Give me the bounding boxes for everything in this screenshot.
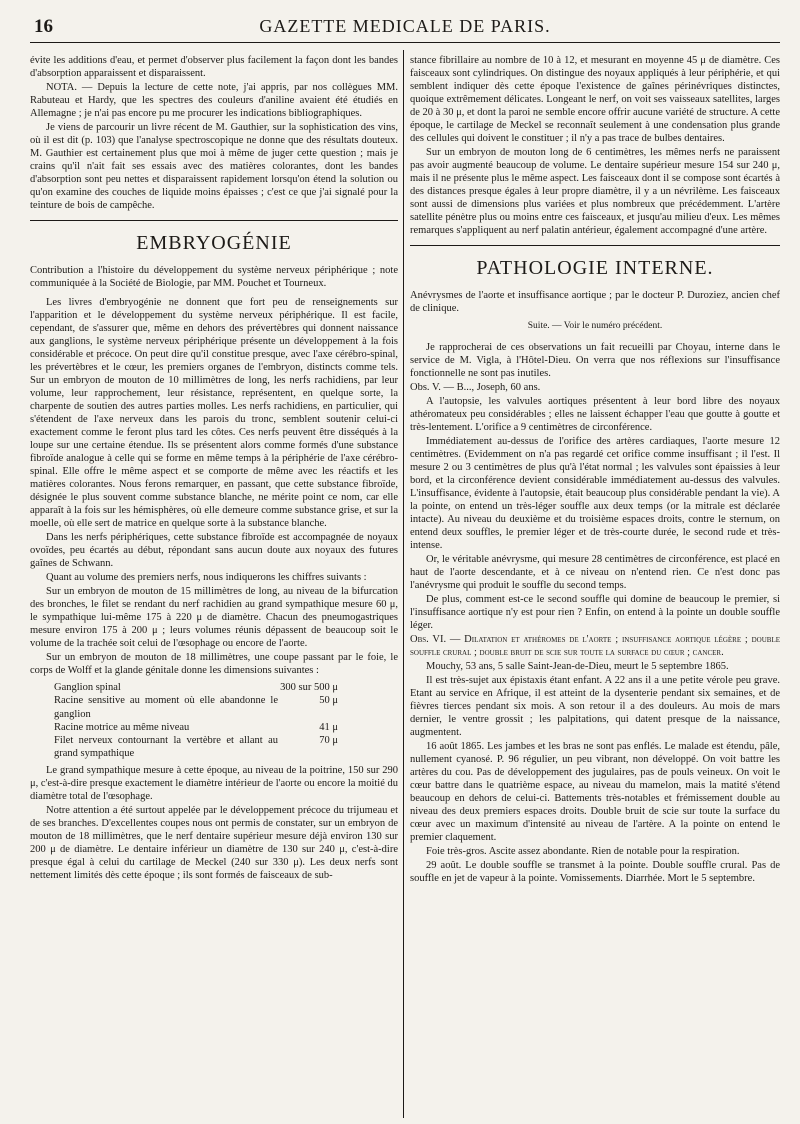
paragraph: Il est très-sujet aux épistaxis étant enfant. A 22 ans il a une petite vérole peu grave. Etant au service en Afrique, il est atteint de la dysenterie pendant six semaines, et de fièvres tierces pendant six mois. A son retour il a des douleurs. Au mois de mars dernier, le ventre grossit ; les palpitations, qui datent presque de la naissance, augmentent. xyxy=(410,675,780,739)
page-header xyxy=(30,14,780,43)
section-title-embryogenie: EMBRYOGÉNIE xyxy=(136,232,292,255)
dimension-value: 41 μ xyxy=(319,721,338,733)
paragraph: Je viens de parcourir un livre récent de M. Gauthier, sur la sophistication des vins, où il est dit (p. 103) que l'analyse spectroscopique ne donne que des résultats douteux. M. Gauthier est certainement plus que moi à même de juger cette question ; mais je crains qu'il n'ait fait ses essais avec des matières colorantes, dont les bandes d'absorption sont peu nettes et disparaissent rapidement lorsqu'on étend la solution ou qu'on examine des couches de liquide moins épaisses ; c'est ce que j'ai signalé pour la teinture de bois de campêche. xyxy=(30,122,398,212)
article-heading: Contribution a l'histoire du développement du système nerveux périphérique ; note communiquée à la Société de Biologie, par MM. Pouchet et Tourneux. xyxy=(30,264,398,289)
note-paragraph: NOTA. — Depuis la lecture de cette note, j'ai appris, par nos collègues MM. Rabuteau et Hardy, que les spectres des couleurs d'aniline avaient été étudiés en Allemagne ; je n'ai pas encore pu me procurer les indications bibliographiques. xyxy=(30,82,398,120)
dimension-row xyxy=(30,734,398,760)
dimension-value: 50 μ xyxy=(319,695,338,707)
dimension-row xyxy=(30,721,398,734)
dimension-label: Ganglion spinal xyxy=(54,682,121,694)
article-heading: Anévrysmes de l'aorte et insuffisance aortique ; par le docteur P. Duroziez, ancien chef de clinique. xyxy=(410,290,780,315)
dimensions-table xyxy=(30,681,398,759)
section-rule xyxy=(410,245,780,246)
dimension-value: 70 μ xyxy=(319,734,338,746)
paragraph: De plus, comment est-ce le second souffle qui domine de beaucoup le premier, si l'insuffisance aortique n'y est pour rien ? Enfin, on entend à la pointe un double souffle léger. xyxy=(410,594,780,632)
dimension-label: Racine motrice au même niveau xyxy=(54,721,190,733)
dimension-row xyxy=(30,694,398,720)
column-divider xyxy=(403,50,404,1118)
section-rule xyxy=(30,220,398,221)
section-title-pathologie: PATHOLOGIE INTERNE. xyxy=(476,257,714,280)
paragraph: Je rapprocherai de ces observations un fait recueilli par Choyau, interne dans le service de M. Vigla, à l'Hôtel-Dieu. On verra que nos réflexions sur l'insuffisance fonctionnelle ne sont pas inutiles. xyxy=(410,341,780,379)
observation-heading: Obs. VI. — Dilatation et athéromes de l'aorte ; insuffisance aortique légère ; double souffle crural ; double bruit de scie sur toute la surface du cœur ; cancer. xyxy=(410,634,780,659)
paragraph: 16 août 1865. Les jambes et les bras ne sont pas enflés. Le malade est étendu, pâle, nullement cyanosé. P. 96 régulier, un peu vibrant, non développé. On voit battre les artères du cou. Pas de développement des jugulaires, pas de pouls veineux. On voit le cœur battre dans le quatrième espace, au niveau du mamelon, mais la matité s'étend beaucoup en dehors de celui-ci. Battements très-notables et frémissement double au niveau des deux premiers espaces droits. Double bruit de scie sur toute la surface du cœur avec un maximum d'intensité au niveau de l'artère. A la pointe on entend le premier claquement. xyxy=(410,741,780,844)
paragraph: Mouchy, 53 ans, 5 salle Saint-Jean-de-Dieu, meurt le 5 septembre 1865. xyxy=(426,661,729,673)
dimension-label: Filet nerveux contournant la vertèbre et allant au grand sympathique xyxy=(54,734,278,759)
dimension-value: 300 sur 500 μ xyxy=(280,682,338,694)
paragraph: Sur un embryon de mouton de 15 millimètres de long, au niveau de la bifurcation des bronches, le filet se rendant du nerf rachidien au grand sympathique mesure 60 μ, le sympathique lui-même 175 à 220 μ de diamètre. Chacun des pneumogastriques mesure environ 175 à 200 μ ; leurs volumes réunis dépassent de beaucoup soit le volume de la trachée soit celui de l'œsophage ou encore de l'aorte. xyxy=(30,586,398,650)
dimension-label: Racine sensitive au moment où elle abandonne le ganglion xyxy=(54,695,278,720)
paragraph: Immédiatement au-dessus de l'orifice des artères cardiaques, l'aorte mesure 12 centimètres. (Evidemment on n'a pas regardé cet orifice comme insuffisant ; il l'est. Il mesure 2 ou 3 centimètres de plus qu'à l'état normal ; les valvules sont épaissies à leur bord, et la circonférence devient considérable immédiatement au-dessus des valvules. L'insuffisance, évidente à l'autopsie, était beaucoup plus considérable pendant la vie). A la pointe, on entend un très-léger souffle aux deux temps (or la mitrale est déclarée intacte). Au niveau du deuxième et du troisième espaces droits, contre le sternum, on entend deux souffles, le premier léger et de très-courte durée, le second rude et très-intense. xyxy=(410,435,780,552)
dimension-row xyxy=(30,681,398,694)
paragraph: Or, le véritable anévrysme, qui mesure 28 centimètres de circonférence, est placé en haut de l'aorte descendante, et à ce niveau on n'entend rien. Ce n'est donc pas l'anévrysme qui produit le souffle du second temps. xyxy=(410,554,780,592)
paragraph: Les livres d'embryogénie ne donnent que fort peu de renseignements sur l'apparition et le développement du système nerveux périphérique. Il est facile, cependant, de s'assurer que, même en dehors des prévertèbres qui donnent naissance aux ganglions, le système nerveux périphérique présente un développement à la fois considérable et précoce. On peut dire qu'il constitue presque, avec l'axe cérébro-spinal, les prévertèbres et le cœur, les premiers organes de l'embryon, distincts comme tels. Sur un embryon de mouton de 10 millimètres de long, les nerfs rachidiens, par leur volume, leur rapprochement, leur résistance, représentent, en quelque sorte, la charpente de soutien des autres parties molles. Les nerfs rachidiens, en particulier, qui s'étendent de l'axe nerveux dans les parois du tronc, semblent soutenir celui-ci exactement comme le feront plus tard les côtes. Ces nerfs peuvent être disséqués à la loupe sur une certaine étendue. Ils se présentent alors comme formés d'une substance fibroïde analogue à celle qui se forme en même temps à la périphérie de l'axe cérébro-spinal. Elle offre le même aspect et se comporte de même avec les réactifs et les matières colorantes. Nous ferons remarquer, en passant, que cette substance fibroïde, désignée le plus souvent comme substance blanche, ne mérite point ce nom, car elle apparaît à la fois sur les hémisphères, où elle demeure comme substance grise, et sur la moelle, où elle sert de matrice en quelque sorte à la substance blanche. xyxy=(30,297,398,530)
paragraph: Sur un embryon de mouton de 18 millimètres, une coupe passant par le foie, le corps de Wolff et la glande génitale donne les dimensions suivantes : xyxy=(30,652,398,677)
paragraph: 29 août. Le double souffle se transmet à la pointe. Double souffle crural. Pas de souffle en jet de vapeur à la pointe. Vomissements. Diarrhée. Mort le 5 septembre. xyxy=(410,860,780,885)
observation-heading: Obs. V. — B..., Joseph, 60 ans. xyxy=(410,381,541,393)
paragraph: Dans les nerfs périphériques, cette substance fibroïde est accompagnée de noyaux ovoïdes, peu écartés au début, répondant sans aucun doute aux noyaux des futures gaînes de Schwann. xyxy=(30,532,398,570)
right-column xyxy=(410,54,780,1118)
paragraph: évite les additions d'eau, et permet d'observer plus facilement la façon dont les bandes d'absorption apparaissent et disparaissent. xyxy=(30,55,398,80)
paragraph: Notre attention a été surtout appelée par le développement précoce du trijumeau et de ses branches. D'excellentes coupes nous ont permis de constater, sur un embryon de mouton de 18 millimètres, que le nerf dentaire supérieur mesure déjà environ 130 sur 200 μ de diamètre. Le dentaire inférieur un diamètre de 130 sur 240 μ, c'est-à-dire presque égal à celui du cartilage de Meckel (240 sur 330 μ). Les deux nerfs sont nettement limités dès cette époque ; ils sont formés de faisceaux de sub- xyxy=(30,804,398,881)
paragraph: Foie très-gros. Ascite assez abondante. Rien de notable pour la respiration. xyxy=(426,846,740,858)
paragraph: stance fibrillaire au nombre de 10 à 12, et mesurant en moyenne 45 μ de diamètre. Ces faisceaux sont cylindriques. On distingue des noyaux appliqués à leur périphérie, et qui semblent indiquer dès cette époque l'existence de gaînes périnévriques distinctes, quoique extrêmement délicates. Longeant le nerf, on voit ses vaisseaux satellites, larges de 20 à 30 μ, et dont la paroi ne semble encore offrir aucune variété de structure. A cette époque, le cartilage de Meckel se reconnaît seulement à une condensation plus grande des cellules qui doivent le constituer ; il n'y a pas trace de bulbes dentaires. xyxy=(410,55,780,145)
paragraph: Quant au volume des premiers nerfs, nous indiquerons les chiffres suivants : xyxy=(46,572,367,584)
page-number: 16 xyxy=(34,16,53,37)
left-column xyxy=(30,54,398,1118)
paragraph: Sur un embryon de mouton long de 6 centimètres, les mêmes nerfs ne paraissent pas avoir augmenté beaucoup de volume. Le dentaire supérieur mesure 154 sur 240 μ, mais il ne présente plus le même aspect. Les faisceaux dont il se compose sont écartés à des distances presque égales à leur propre diamètre, il y a un névrilème. Les faisceaux sont aussi de dimensions plus variées et plus nombreux que précédemment. L'artère satellite pénètre plus ou moins entre ces faisceaux, et jusqu'au milieu d'eux. Les mêmes remarques s'appliquent au nerf palatin antérieur, également accompagné d'une artère. xyxy=(410,147,780,237)
paragraph: A l'autopsie, les valvules aortiques présentent à leur bord libre des noyaux athéromateux peu considérables ; elles ne laissent échapper l'eau que goutte à goutte et très-lentement. L'orifice a 9 centimètres de circonférence. xyxy=(410,395,780,433)
continuation-note: Suite. — Voir le numéro précédent. xyxy=(527,321,663,332)
paragraph: Le grand sympathique mesure à cette époque, au niveau de la poitrine, 150 sur 290 μ, c'est-à-dire presque exactement le diamètre intérieur de l'aorte ou encore la moitié du diamètre total de l'œsophage. xyxy=(30,764,398,802)
journal-title: GAZETTE MEDICALE DE PARIS. xyxy=(259,16,551,36)
